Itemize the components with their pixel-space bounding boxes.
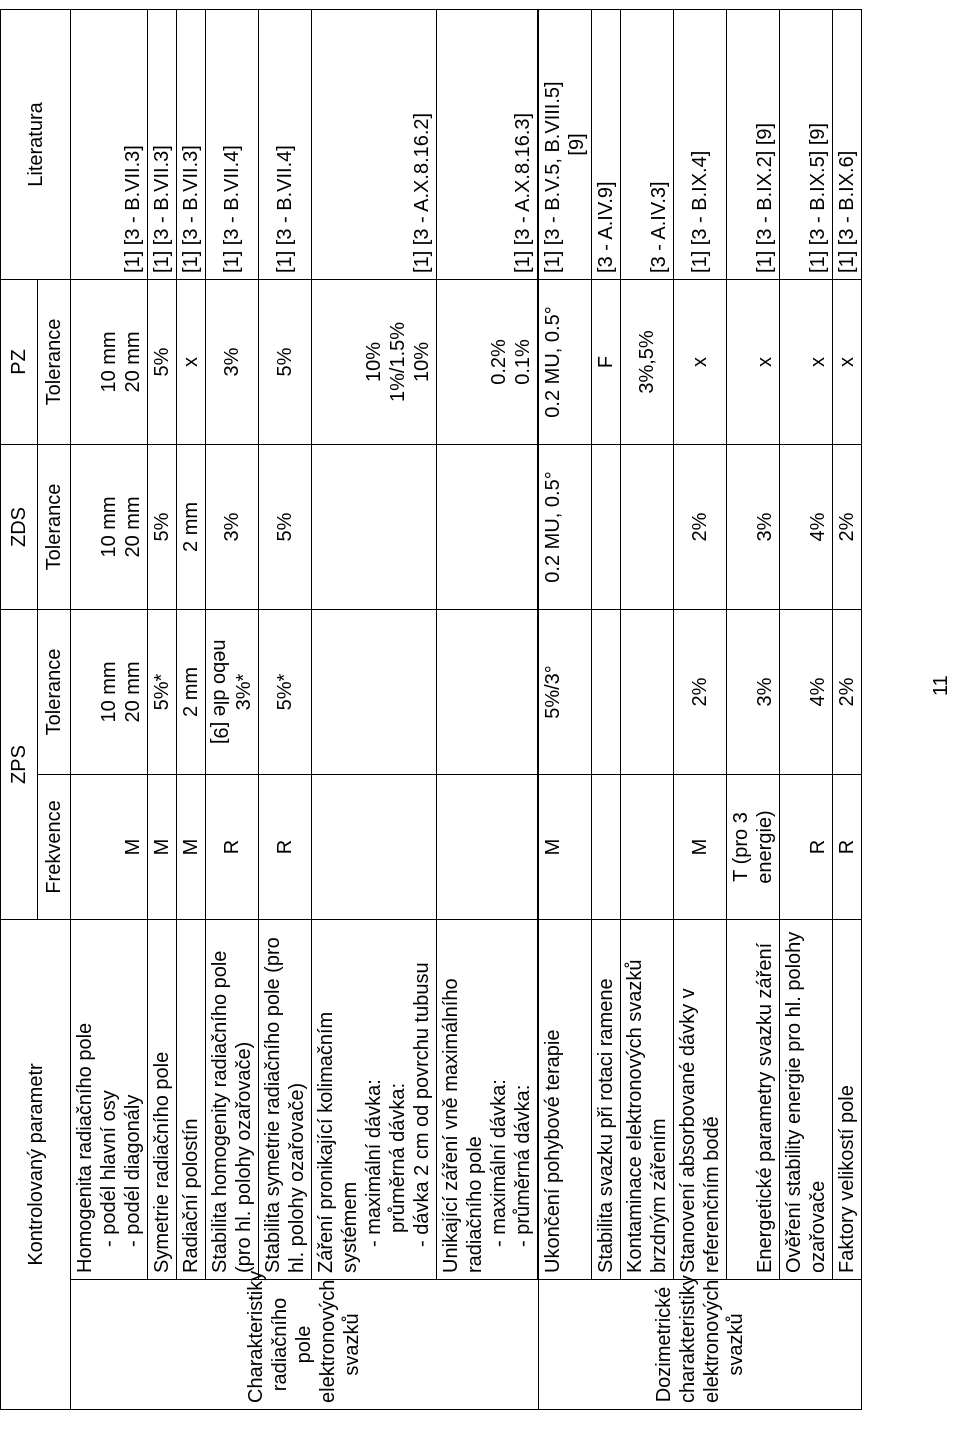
table-row	[206, 9, 259, 1409]
page-number: 11	[930, 675, 952, 696]
value-text: [1] [3 - B.V.5, B.VIII.5]	[542, 81, 564, 273]
pz-tolerance-cell	[312, 279, 437, 444]
zds-tolerance-cell: 5%	[148, 444, 177, 609]
header-tolerance-zps: Tolerance	[38, 609, 71, 774]
value-text: 1%/1.5%	[387, 321, 409, 403]
frequency-cell	[312, 774, 437, 919]
table-row	[437, 9, 539, 1409]
param-cell	[437, 919, 539, 1279]
frequency-cell: R	[833, 774, 862, 919]
zps-tolerance-cell	[437, 609, 539, 774]
header-frequency: Frekvence	[38, 774, 71, 919]
frequency-cell: M	[674, 774, 727, 919]
param-text: - maximální dávka:	[488, 1079, 510, 1247]
param-cell	[259, 919, 312, 1279]
table-row	[538, 9, 592, 1409]
zds-tolerance-cell: 5%	[259, 444, 312, 609]
pz-tolerance-cell: F	[592, 279, 621, 444]
value-text: energie)	[754, 810, 776, 884]
literature-cell: [1] [3 - B.IX.6]	[833, 9, 862, 279]
zds-tolerance-cell	[592, 444, 621, 609]
param-cell	[312, 919, 437, 1279]
frequency-cell: R	[259, 774, 312, 919]
zps-tolerance-cell: 4%	[780, 609, 833, 774]
zds-tolerance-cell: 2%	[674, 444, 727, 609]
pz-tolerance-cell: 5%	[148, 279, 177, 444]
frequency-cell	[592, 774, 621, 919]
zds-tolerance-cell: 0.2 MU, 0.5°	[538, 444, 592, 609]
pz-tolerance-cell	[437, 279, 539, 444]
param-text: Homogenita radiačního pole	[74, 1022, 96, 1273]
param-text: Stabilita symetrie radiačního pole (pro	[262, 937, 284, 1273]
frequency-cell	[437, 774, 539, 919]
literature-cell: [1] [3 - A.X.8.16.3]	[437, 9, 539, 279]
value-text: 10%	[363, 341, 385, 382]
zps-tolerance-cell: 5%*	[259, 609, 312, 774]
param-cell: Ukončení pohybové terapie	[538, 919, 592, 1279]
param-text: brzdným zářením	[648, 1118, 670, 1273]
param-text: - průměrná dávka:	[512, 1084, 534, 1247]
value-text: 20 mm	[122, 496, 144, 558]
zps-tolerance-cell: 2%	[833, 609, 862, 774]
param-text: Stanovení absorbované dávky v	[677, 988, 699, 1273]
zps-tolerance-cell: 3%	[727, 609, 780, 774]
frequency-cell	[727, 774, 780, 919]
literature-cell: [1] [3 - B.IX.4]	[674, 9, 727, 279]
value-text: T (pro 3	[730, 812, 752, 882]
table-row	[148, 9, 177, 1409]
group-label-beam-field: Charakteristiky radiačního pole elektronových svazků	[71, 1280, 539, 1410]
param-text: Kontaminace elektronových svazků	[624, 959, 646, 1273]
header-pz: PZ	[1, 279, 38, 444]
value-text: 10%	[411, 341, 433, 382]
literature-cell: [1] [3 - B.VII.4]	[259, 9, 312, 279]
header-tolerance-pz: Tolerance	[38, 279, 71, 444]
param-text: ozařovače	[807, 1180, 829, 1273]
zds-tolerance-cell	[312, 444, 437, 609]
param-text: Stabilita homogenity radiačního pole	[209, 950, 231, 1273]
frequency-cell: M	[177, 774, 206, 919]
zds-tolerance-cell: 2%	[833, 444, 862, 609]
param-text: Unikající záření vně maximálního	[440, 978, 462, 1273]
zds-tolerance-cell: 3%	[206, 444, 259, 609]
zps-tolerance-cell	[592, 609, 621, 774]
qa-parameters-table	[0, 9, 862, 1410]
table-row	[621, 9, 674, 1409]
header-zds: ZDS	[1, 444, 38, 609]
value-text: 3%*	[233, 673, 255, 711]
pz-tolerance-cell: 3%,5%	[621, 279, 674, 444]
zds-tolerance-cell: 3%	[727, 444, 780, 609]
param-cell	[71, 919, 148, 1279]
zds-tolerance-cell: 2 mm	[177, 444, 206, 609]
zps-tolerance-cell: 2 mm	[177, 609, 206, 774]
literature-cell: [1] [3 - A.X.8.16.2]	[312, 9, 437, 279]
table-row	[312, 9, 437, 1409]
param-cell: Energetické parametry svazku záření	[727, 919, 780, 1279]
literature-cell: [1] [3 - B.IX.2] [9]	[727, 9, 780, 279]
pz-tolerance-cell: x	[674, 279, 727, 444]
table-row	[71, 9, 148, 1409]
literature-cell: [3 - A.IV.9]	[592, 9, 621, 279]
header-parameter: Kontrolovaný parametr	[1, 919, 71, 1409]
param-cell: Symetrie radiačního pole	[148, 919, 177, 1279]
value-text: [9]	[566, 133, 588, 156]
zds-tolerance-cell	[437, 444, 539, 609]
literature-cell: [3 - A.IV.3]	[621, 9, 674, 279]
param-text: Ověření stability energie pro hl. polohy	[783, 931, 805, 1273]
literature-cell: [1] [3 - B.VII.4]	[206, 9, 259, 279]
param-cell	[780, 919, 833, 1279]
literature-cell: [1] [3 - B.VII.3]	[71, 9, 148, 279]
param-cell: Stabilita svazku při rotaci ramene	[592, 919, 621, 1279]
pz-tolerance-cell	[71, 279, 148, 444]
param-text: referenčním bodě	[701, 1116, 723, 1273]
param-cell	[206, 919, 259, 1279]
param-cell: Radiační polostín	[177, 919, 206, 1279]
zds-tolerance-cell	[621, 444, 674, 609]
zps-tolerance-cell: 5%/3°	[538, 609, 592, 774]
table-row	[259, 9, 312, 1409]
pz-tolerance-cell: x	[727, 279, 780, 444]
frequency-cell: M	[71, 774, 148, 919]
zps-tolerance-cell: 2%	[674, 609, 727, 774]
param-text: - maximální dávka:	[363, 1079, 385, 1247]
table-row	[674, 9, 727, 1409]
pz-tolerance-cell: 5%	[259, 279, 312, 444]
frequency-cell: M	[148, 774, 177, 919]
param-cell	[674, 919, 727, 1279]
pz-tolerance-cell: 3%	[206, 279, 259, 444]
table-row	[780, 9, 833, 1409]
param-text: Záření pronikající kolimačním	[315, 1011, 337, 1273]
value-text: 0.1%	[512, 339, 534, 385]
table-row	[592, 9, 621, 1409]
frequency-cell: R	[206, 774, 259, 919]
param-text: průměrná dávka:	[387, 1082, 409, 1233]
pz-tolerance-cell: x	[833, 279, 862, 444]
zps-tolerance-cell: 5%*	[148, 609, 177, 774]
zps-tolerance-cell	[206, 609, 259, 774]
param-text: - podél hlavní osy	[98, 1090, 120, 1247]
zps-tolerance-cell	[312, 609, 437, 774]
literature-cell: [1] [3 - B.IX.5] [9]	[780, 9, 833, 279]
param-text: (pro hl. polohy ozařovače)	[233, 1041, 255, 1273]
zds-tolerance-cell	[71, 444, 148, 609]
table-row	[177, 9, 206, 1409]
group-label-dosimetric: Dozimetrické charakteristiky elektronových svazků	[538, 1280, 862, 1410]
frequency-cell: M	[538, 774, 592, 919]
param-cell: Faktory velikostí pole	[833, 919, 862, 1279]
pz-tolerance-cell: 0.2 MU, 0.5°	[538, 279, 592, 444]
zds-tolerance-cell: 4%	[780, 444, 833, 609]
rotated-table-container	[0, 10, 870, 1410]
frequency-cell: R	[780, 774, 833, 919]
literature-cell: [1] [3 - B.VII.3]	[148, 9, 177, 279]
param-text: radiačního pole	[464, 1136, 486, 1273]
value-text: 20 mm	[122, 331, 144, 393]
param-text: - podél diagonály	[122, 1094, 144, 1247]
value-text: 10 mm	[98, 331, 120, 393]
frequency-cell	[621, 774, 674, 919]
param-cell	[621, 919, 674, 1279]
pz-tolerance-cell: x	[177, 279, 206, 444]
value-text: 10 mm	[98, 496, 120, 558]
nebo-note: nebo dle [9]	[209, 639, 231, 745]
param-text: systémem	[339, 1181, 361, 1273]
header-zps: ZPS	[1, 609, 38, 919]
value-text: 20 mm	[122, 661, 144, 723]
value-text: 10 mm	[98, 661, 120, 723]
literature-cell	[538, 9, 592, 279]
pz-tolerance-cell: x	[780, 279, 833, 444]
table-row	[727, 9, 780, 1409]
zps-tolerance-cell	[621, 609, 674, 774]
table-row	[833, 9, 862, 1409]
literature-cell: [1] [3 - B.VII.3]	[177, 9, 206, 279]
param-text: - dávka 2 cm od povrchu tubusu	[411, 962, 433, 1247]
value-text: 0.2%	[488, 339, 510, 385]
header-tolerance-zds: Tolerance	[38, 444, 71, 609]
header-literature: Literatura	[1, 9, 71, 279]
param-text: hl. polohy ozařovače)	[286, 1082, 308, 1273]
zps-tolerance-cell	[71, 609, 148, 774]
